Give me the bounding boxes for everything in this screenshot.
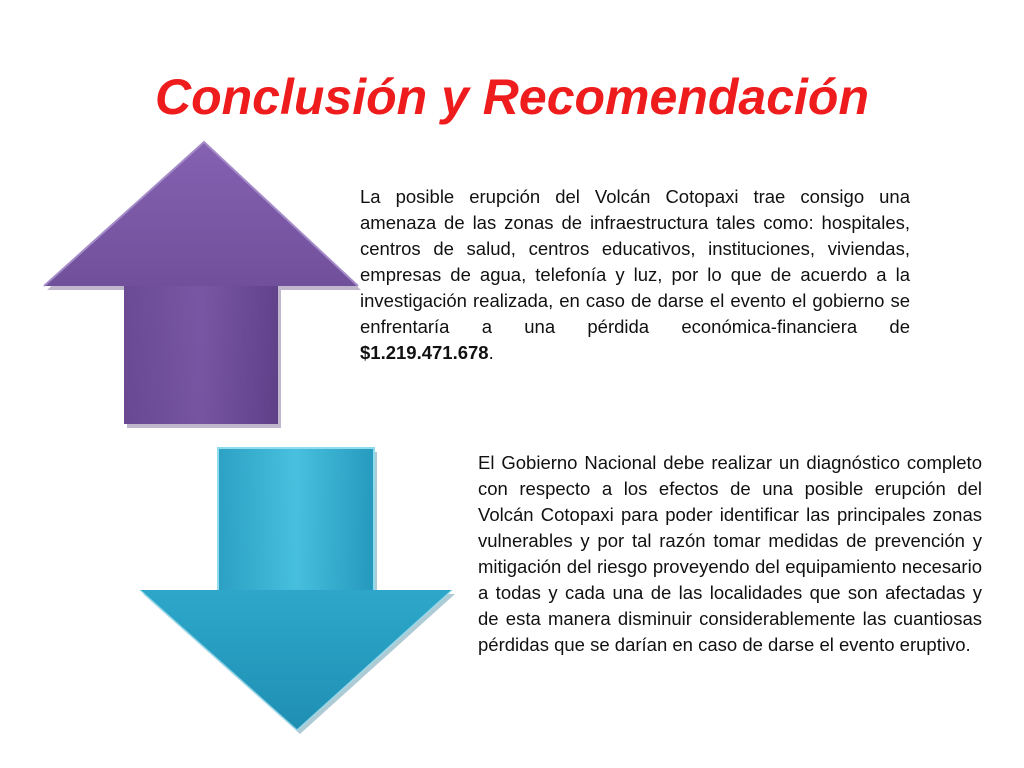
down-arrow-icon [140, 448, 455, 734]
slide-title: Conclusión y Recomendación [154, 69, 869, 125]
loss-amount: $1.219.471.678 [360, 342, 489, 363]
recommendation-text: El Gobierno Nacional debe realizar un diagnóstico completo con respecto a los efectos de una posible erupción del Volcán Cotopaxi para poder identificar las principales zonas vulnerables y por tal razón tomar medidas de prevención y mitigación del riesgo proveyendo del equipamiento necesario a todas y cada una de las localidades que son afectadas y de esta manera disminuir considerablemente las cuantiosas pérdidas que se darían en caso de darse el evento eruptivo. [478, 452, 982, 655]
conclusion-text-body: La posible erupción del Volcán Cotopaxi trae consigo una amenaza de las zonas de infraestructura tales como: hospitales, centros de salud, centros educativos, instituciones, viviendas, empresas de agua, telefonía y luz, por lo que de acuerdo a la investigación realizada, en caso de darse el evento el gobierno se enfrentaría a una pérdida económica-financiera de [360, 186, 910, 337]
conclusion-text [360, 184, 910, 366]
up-arrow-icon [44, 142, 361, 428]
conclusion-text-end: . [488, 342, 494, 363]
